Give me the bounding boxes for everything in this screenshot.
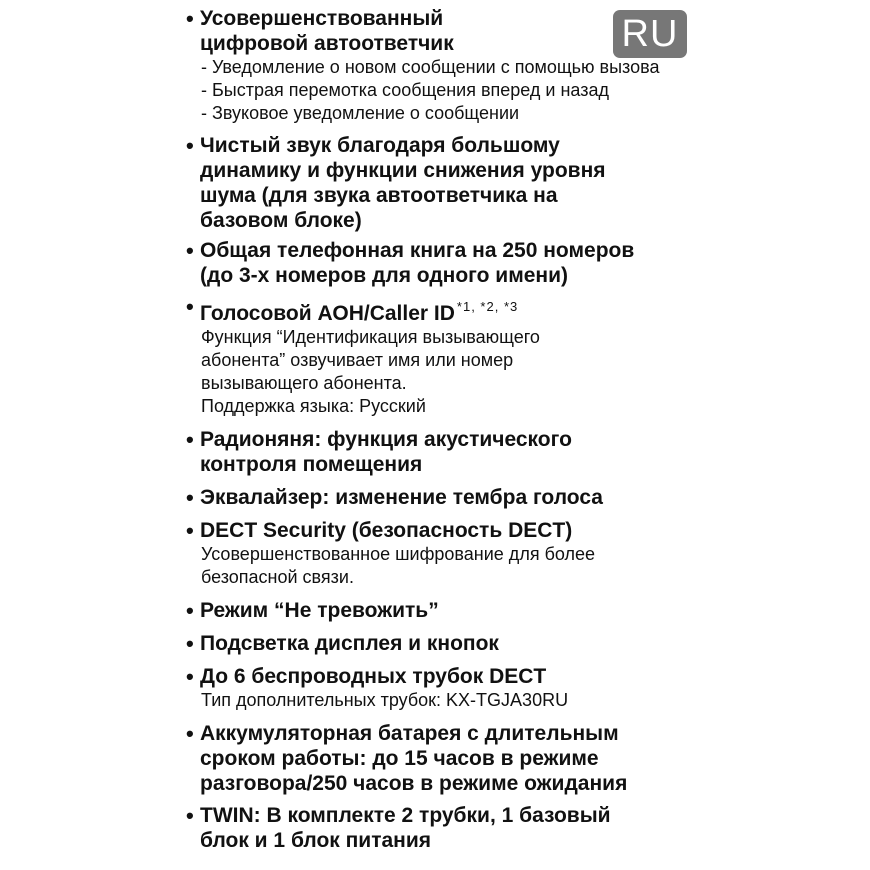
feature-item [186, 6, 706, 125]
feature-title: блок и 1 блок питания [200, 829, 432, 852]
feature-item [186, 133, 706, 233]
bullet-icon: • [186, 664, 194, 689]
feature-item [186, 518, 706, 589]
feature-detail: - Быстрая перемотка сообщения вперед и назад [201, 80, 609, 100]
bullet-icon: • [186, 631, 194, 656]
feature-detail: безопасной связи. [201, 567, 354, 587]
bullet-icon: • [186, 427, 194, 452]
feature-detail: - Звуковое уведомление о сообщении [201, 103, 520, 123]
feature-title: цифровой автоответчик [200, 32, 454, 55]
feature-title: шума (для звука автоответчика на [200, 184, 558, 207]
feature-detail: абонента” озвучивает имя или номер [201, 350, 514, 370]
bullet-icon: • [186, 6, 194, 31]
bullet-icon: • [186, 803, 194, 828]
feature-title: Режим “Не тревожить” [200, 599, 439, 622]
feature-title: До 6 беспроводных трубок DECT [200, 665, 547, 688]
feature-title: Радионяня: функция акустического [200, 428, 572, 451]
feature-detail: Усовершенствованное шифрование для более [201, 544, 596, 564]
feature-title: базовом блоке) [200, 209, 362, 232]
feature-detail: вызывающего абонента. [201, 373, 407, 393]
feature-list [186, 6, 706, 853]
feature-item [186, 598, 706, 623]
bullet-icon: • [186, 598, 194, 623]
feature-title: (до 3-х номеров для одного имени) [200, 264, 569, 287]
feature-detail: Поддержка языка: Русский [201, 396, 426, 416]
feature-item [186, 721, 706, 796]
bullet-icon: • [186, 518, 194, 543]
feature-title: Подсветка дисплея и кнопок [200, 632, 499, 655]
feature-title: динамику и функции снижения уровня [200, 159, 606, 182]
feature-title: Усовершенствованный [200, 7, 444, 30]
feature-detail: Тип дополнительных трубок: KX-TGJA30RU [201, 690, 569, 710]
footnote-marks: *1, *2, *3 [456, 299, 519, 314]
feature-item [186, 664, 706, 712]
feature-item [186, 238, 706, 288]
feature-detail: Функция “Идентификация вызывающего [201, 327, 540, 347]
bullet-icon: • [186, 133, 194, 158]
bullet-icon: • [186, 294, 194, 319]
feature-item [186, 803, 706, 853]
bullet-icon: • [186, 721, 194, 746]
feature-title: Аккумуляторная батарея с длительным [200, 722, 619, 745]
feature-item [186, 485, 706, 510]
feature-title: DECT Security (безопасность DECT) [200, 519, 573, 542]
feature-title: разговора/250 часов в режиме ожидания [200, 772, 628, 795]
language-badge-ru: RU [613, 10, 687, 58]
feature-item [186, 294, 706, 418]
feature-item [186, 631, 706, 656]
bullet-icon: • [186, 485, 194, 510]
feature-item [186, 427, 706, 477]
feature-detail: - Уведомление о новом сообщении с помощью вызова [201, 57, 660, 77]
feature-title: Эквалайзер: изменение тембра голоса [200, 486, 603, 509]
feature-title: сроком работы: до 15 часов в режиме [200, 747, 599, 770]
bullet-icon: • [186, 238, 194, 263]
feature-title: Чистый звук благодаря большому [200, 134, 560, 157]
feature-title-text: Голосовой АОН/Caller ID [200, 302, 455, 325]
feature-title: контроля помещения [200, 453, 423, 476]
feature-title: Общая телефонная книга на 250 номеров [200, 239, 635, 262]
feature-title: TWIN: В комплекте 2 трубки, 1 базовый [200, 804, 611, 827]
feature-title [200, 294, 706, 326]
